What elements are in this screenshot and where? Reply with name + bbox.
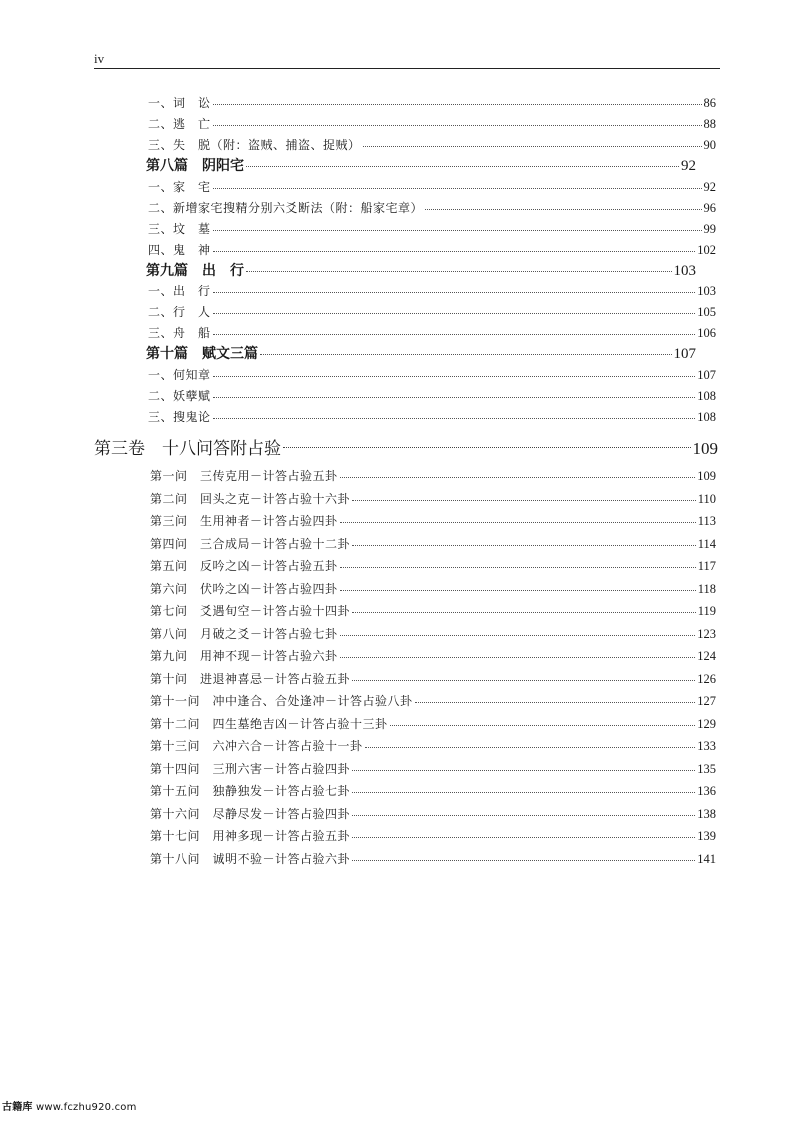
toc-volume-page: 109 bbox=[692, 439, 718, 458]
leader-dots bbox=[246, 166, 679, 167]
toc-entry-page: 133 bbox=[697, 739, 716, 753]
leader-dots bbox=[352, 815, 695, 816]
toc-entry-title: 第十五问 独静独发－计答占验七卦 bbox=[150, 784, 351, 798]
leader-dots bbox=[246, 271, 672, 272]
toc-entry-title: 一、出 行 bbox=[148, 284, 211, 298]
toc-entry-title: 三、舟 船 bbox=[148, 326, 211, 340]
toc-part-title: 第九篇 出 行 bbox=[146, 263, 244, 279]
toc-part-entry[interactable] bbox=[146, 155, 696, 173]
leader-dots bbox=[352, 500, 696, 501]
leader-dots bbox=[352, 792, 695, 793]
toc-entry-page: 123 bbox=[697, 627, 716, 641]
toc-question-entry[interactable] bbox=[150, 692, 716, 708]
toc-entry[interactable] bbox=[148, 94, 716, 110]
leader-dots bbox=[425, 209, 701, 210]
leader-dots bbox=[352, 612, 696, 613]
leader-dots bbox=[213, 230, 702, 231]
toc-entry-page: 124 bbox=[697, 649, 716, 663]
toc-entry-page: 102 bbox=[697, 243, 716, 257]
leader-dots bbox=[213, 397, 696, 398]
toc-question-entry[interactable] bbox=[150, 715, 716, 731]
toc-entry-title: 第十八问 诚明不验－计答占验六卦 bbox=[150, 852, 351, 866]
leader-dots bbox=[340, 635, 696, 636]
page-number: iv bbox=[94, 51, 105, 66]
toc-question-entry[interactable] bbox=[150, 850, 716, 866]
toc-question-entry[interactable] bbox=[150, 557, 716, 573]
toc-part-title: 第十篇 赋文三篇 bbox=[146, 346, 258, 362]
toc-entry-title: 一、词 讼 bbox=[148, 96, 211, 110]
toc-entry[interactable] bbox=[148, 324, 716, 340]
toc-entry-title: 第十问 进退神喜忌－计答占验五卦 bbox=[150, 672, 351, 686]
toc-entry-page: 113 bbox=[697, 514, 716, 528]
toc-entry-page: 107 bbox=[697, 368, 716, 382]
toc-question-entry[interactable] bbox=[150, 737, 716, 753]
toc-entry-page: 141 bbox=[697, 852, 716, 866]
toc-entry-title: 第六问 伏吟之凶－计答占验四卦 bbox=[150, 582, 338, 596]
leader-dots bbox=[365, 747, 696, 748]
toc-entry-title: 第三问 生用神者－计答占验四卦 bbox=[150, 514, 338, 528]
toc-entry[interactable] bbox=[148, 115, 716, 131]
toc-part-page: 103 bbox=[673, 263, 696, 279]
leader-dots bbox=[352, 680, 695, 681]
toc-entry-page: 138 bbox=[697, 807, 716, 821]
leader-dots bbox=[213, 188, 702, 189]
toc-entry-page: 96 bbox=[703, 201, 716, 215]
toc-entry[interactable] bbox=[148, 282, 716, 298]
toc-entry-page: 106 bbox=[697, 326, 716, 340]
toc-entry-page: 110 bbox=[697, 492, 716, 506]
toc-entry-title: 四、鬼 神 bbox=[148, 243, 211, 257]
toc-entry-page: 135 bbox=[697, 762, 716, 776]
toc-entry-page: 129 bbox=[697, 717, 716, 731]
toc-entry-title: 三、坟 墓 bbox=[148, 222, 211, 236]
leader-dots bbox=[213, 376, 696, 377]
leader-dots bbox=[352, 860, 695, 861]
toc-entry[interactable] bbox=[148, 199, 716, 215]
leader-dots bbox=[352, 770, 695, 771]
toc-question-entry[interactable] bbox=[150, 580, 716, 596]
toc-entry-page: 139 bbox=[697, 829, 716, 843]
toc-question-entry[interactable] bbox=[150, 760, 716, 776]
toc-entry[interactable] bbox=[148, 241, 716, 257]
toc-question-entry[interactable] bbox=[150, 602, 716, 618]
leader-dots bbox=[415, 702, 696, 703]
leader-dots bbox=[260, 354, 672, 355]
toc-entry-title: 第十一问 冲中逢合、合处逢冲－计答占验八卦 bbox=[150, 694, 413, 708]
toc-question-entry[interactable] bbox=[150, 535, 716, 551]
leader-dots bbox=[213, 334, 696, 335]
toc-entry-page: 118 bbox=[697, 582, 716, 596]
toc-entry[interactable] bbox=[148, 408, 716, 424]
toc-entry-title: 第二问 回头之克－计答占验十六卦 bbox=[150, 492, 351, 506]
toc-entry-title: 第十四问 三刑六害－计答占验四卦 bbox=[150, 762, 351, 776]
toc-question-entry[interactable] bbox=[150, 805, 716, 821]
leader-dots bbox=[213, 418, 696, 419]
leader-dots bbox=[352, 837, 695, 838]
toc-entry[interactable] bbox=[148, 178, 716, 194]
leader-dots bbox=[213, 104, 702, 105]
toc-entry-page: 105 bbox=[697, 305, 716, 319]
toc-part-entry[interactable] bbox=[146, 260, 696, 278]
toc-entry-title: 二、行 人 bbox=[148, 305, 211, 319]
leader-dots bbox=[340, 477, 696, 478]
toc-entry-title: 三、搜鬼论 bbox=[148, 410, 211, 424]
toc-entry-title: 第九问 用神不现－计答占验六卦 bbox=[150, 649, 338, 663]
toc-entry-page: 108 bbox=[697, 389, 716, 403]
toc-question-entry[interactable] bbox=[150, 827, 716, 843]
leader-dots bbox=[363, 146, 702, 147]
leader-dots bbox=[352, 545, 696, 546]
toc-entry-title: 第一问 三传克用－计答占验五卦 bbox=[150, 469, 338, 483]
toc-entry[interactable] bbox=[148, 303, 716, 319]
toc-entry-page: 99 bbox=[703, 222, 716, 236]
toc-question-entry[interactable] bbox=[150, 782, 716, 798]
toc-entry-title: 第十七问 用神多现－计答占验五卦 bbox=[150, 829, 351, 843]
toc-entry[interactable] bbox=[148, 387, 716, 403]
toc-question-entry[interactable] bbox=[150, 670, 716, 686]
toc-entry-page: 108 bbox=[697, 410, 716, 424]
toc-entry[interactable] bbox=[148, 366, 716, 382]
page-header bbox=[94, 48, 720, 69]
toc-entry-page: 86 bbox=[703, 96, 716, 110]
toc-entry-title: 一、何知章 bbox=[148, 368, 211, 382]
leader-dots bbox=[340, 590, 696, 591]
toc-question-entry[interactable] bbox=[150, 625, 716, 641]
toc-question-entry[interactable] bbox=[150, 512, 716, 528]
toc-entry-title: 第七问 爻遇旬空－计答占验十四卦 bbox=[150, 604, 351, 618]
toc-entry-title: 二、新增家宅搜精分别六爻断法（附：船家宅章） bbox=[148, 201, 424, 215]
leader-dots bbox=[213, 313, 696, 314]
toc-entry-page: 92 bbox=[703, 180, 716, 194]
toc-part-entry[interactable] bbox=[146, 343, 696, 361]
toc-question-entry[interactable] bbox=[150, 647, 716, 663]
toc-entry-page: 126 bbox=[697, 672, 716, 686]
leader-dots bbox=[340, 522, 696, 523]
toc-entry-title: 第八问 月破之爻－计答占验七卦 bbox=[150, 627, 338, 641]
toc-volume-entry[interactable] bbox=[94, 434, 718, 459]
toc-entry-title: 第十三问 六冲六合－计答占验十一卦 bbox=[150, 739, 363, 753]
toc-entry-page: 119 bbox=[697, 604, 716, 618]
toc-entry-title: 二、妖孽赋 bbox=[148, 389, 211, 403]
leader-dots bbox=[340, 567, 696, 568]
toc-entry[interactable] bbox=[148, 220, 716, 236]
toc-entry-title: 第四问 三合成局－计答占验十二卦 bbox=[150, 537, 351, 551]
toc-entry-page: 127 bbox=[697, 694, 716, 708]
toc-part-page: 107 bbox=[673, 346, 696, 362]
toc-entry-page: 136 bbox=[697, 784, 716, 798]
watermark-url[interactable]: www.fczhu920.com bbox=[36, 1102, 137, 1113]
leader-dots bbox=[213, 251, 696, 252]
leader-dots bbox=[213, 125, 702, 126]
watermark-footer bbox=[2, 1098, 137, 1113]
toc-entry-title: 三、失 脱（附：盗贼、捕盗、捉贼） bbox=[148, 138, 361, 152]
toc-entry-page: 114 bbox=[697, 537, 716, 551]
toc-entry-title: 第五问 反吟之凶－计答占验五卦 bbox=[150, 559, 338, 573]
toc-part-page: 92 bbox=[681, 158, 696, 174]
watermark-brand: 古籍库 bbox=[2, 1102, 33, 1113]
toc-entry-page: 117 bbox=[697, 559, 716, 573]
toc-entry-title: 第十六问 尽静尽发－计答占验四卦 bbox=[150, 807, 351, 821]
toc-entry-page: 103 bbox=[697, 284, 716, 298]
leader-dots bbox=[283, 447, 691, 448]
leader-dots bbox=[390, 725, 696, 726]
toc-entry-title: 第十二问 四生墓绝吉凶－计答占验十三卦 bbox=[150, 717, 388, 731]
toc-entry[interactable] bbox=[148, 136, 716, 152]
toc-entry-page: 109 bbox=[697, 469, 716, 483]
leader-dots bbox=[340, 657, 696, 658]
toc-question-entry[interactable] bbox=[150, 490, 716, 506]
toc-entry-page: 88 bbox=[703, 117, 716, 131]
toc-part-title: 第八篇 阴阳宅 bbox=[146, 158, 244, 174]
toc-entry-title: 二、逃 亡 bbox=[148, 117, 211, 131]
toc-volume-title: 第三卷 十八问答附占验 bbox=[94, 439, 281, 459]
toc-entry-page: 90 bbox=[703, 138, 716, 152]
toc-entry-title: 一、家 宅 bbox=[148, 180, 211, 194]
toc-question-entry[interactable] bbox=[150, 467, 716, 483]
leader-dots bbox=[213, 292, 696, 293]
